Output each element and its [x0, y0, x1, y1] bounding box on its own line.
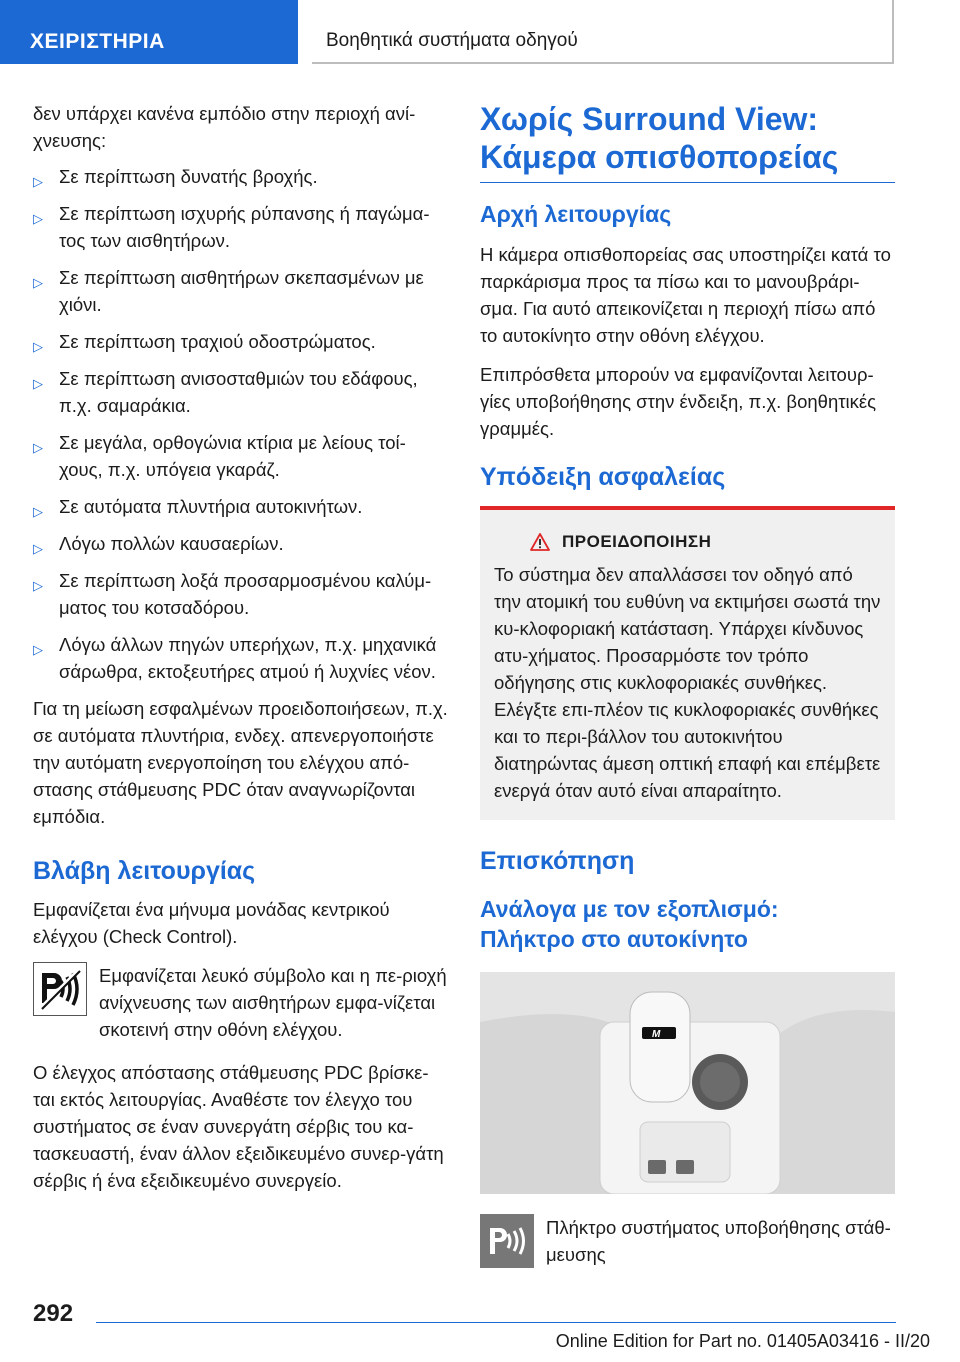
- bullet-triangle-icon: ▷: [33, 339, 43, 354]
- footer-edition: Online Edition for Part no. 01405A03416 - II/20: [555, 1331, 930, 1351]
- list-item: ▷ Σε περίπτωση ισχυρής ρύπανσης ή παγώμα-τος των αισθητήρων.: [33, 203, 430, 251]
- park-assist-button-icon: [480, 1214, 534, 1268]
- safety-heading: Υπόδειξη ασφαλείας: [480, 463, 726, 491]
- principle-paragraph-1: Η κάμερα οπισθοπορείας σας υποστηρίζει κατά το παρκάρισμα προς τα πίσω και το μανουβράρι-σμα. Για αυτό απεικονίζεται η περιοχή πίσω από το αυτοκίνητο στην οθόνη ελέγχου.: [480, 244, 891, 346]
- conditions-list: [33, 163, 449, 685]
- list-item: ▷ Λόγω άλλων πηγών υπερήχων, π.χ. μηχανικά σάρωθρα, εκτοξευτήρες ατμού ή λυχνίες νέον.: [33, 634, 437, 682]
- warning-header: [494, 528, 881, 555]
- overview-heading: Επισκόπηση: [480, 847, 635, 875]
- list-item: ▷ Σε αυτόματα πλυντήρια αυτοκινήτων.: [33, 493, 449, 520]
- left-column: [33, 100, 449, 1206]
- list-item: ▷ Σε μεγάλα, ορθογώνια κτίρια με λείους τοί-χους, π.χ. υπόγεια γκαράζ.: [33, 432, 406, 480]
- equipment-subheading: Ανάλογα με τον εξοπλισμό: Πλήκτρο στο αυτοκίνητο: [480, 896, 779, 952]
- warning-title: ΠΡΟΕΙΔΟΠΟΙΗΣΗ: [562, 532, 712, 551]
- title-rule: [480, 182, 895, 183]
- bullet-triangle-icon: ▷: [33, 541, 43, 556]
- list-item: ▷ Σε περίπτωση δυνατής βροχής.: [33, 163, 449, 190]
- list-item: ▷ Λόγω πολλών καυσαερίων.: [33, 530, 449, 557]
- fault-heading: Βλάβη λειτουργίας: [33, 857, 256, 885]
- page-number: 292: [33, 1300, 74, 1327]
- footer-rule: [96, 1322, 896, 1323]
- bullet-triangle-icon: ▷: [33, 275, 43, 290]
- fault-icon-text: Εμφανίζεται λευκό σύμβολο και η πε-ριοχή ανίχνευσης των αισθητήρων εμφα-νίζεται σκοτεινή στην οθόνη ελέγχου.: [99, 965, 447, 1040]
- fault-paragraph: Εμφανίζεται ένα μήνυμα μονάδας κεντρικού ελέγχου (Check Control).: [33, 899, 390, 947]
- bullet-triangle-icon: ▷: [33, 440, 43, 455]
- photo-m-badge: M: [652, 1029, 661, 1040]
- section-title: Χωρίς Surround View: Κάμερα οπισθοπορείας: [480, 101, 839, 175]
- right-column: [480, 100, 895, 1284]
- list-item: ▷ Σε περίπτωση τραχιού οδοστρώματος.: [33, 328, 449, 355]
- bullet-triangle-icon: ▷: [33, 642, 43, 657]
- fault-icon-row: [33, 962, 449, 1043]
- warning-text: Το σύστημα δεν απαλλάσσει τον οδηγό από την ατομική του ευθύνη να εκτιμήσει σωστά την κυ-κλοφοριακή κατάσταση. Υπάρχει κίνδυνος ατυ-χήματος. Προσαρμόστε τον τρόπο οδήγησης στις κυκλοφοριακές συνθήκες. Ελέγξτε επι-πλέον τις κυκλοφοριακές συνθήκες και το περι-βάλλον του αυτοκινήτου διατηρώντας άμεση οπτική επαφή και επέμβετε ενεργά όταν αυτό είναι απαραίτητο.: [494, 564, 881, 801]
- warning-triangle-icon: [530, 533, 550, 551]
- intro-paragraph: δεν υπάρχει κανένα εμπόδιο στην περιοχή ανί-χνευσης:: [33, 103, 416, 151]
- center-console-photo: [480, 972, 895, 1194]
- header-section-tab: [0, 0, 298, 64]
- caption-row: [480, 1214, 895, 1268]
- header-chapter-box: [312, 0, 894, 64]
- warning-box: [480, 506, 895, 820]
- pdc-fault-icon: [33, 962, 87, 1016]
- header-chapter-label: Βοηθητικά συστήματα οδηγού: [326, 30, 578, 51]
- list-item: ▷ Σε περίπτωση λοξά προσαρμοσμένου καλύμ-ματος του κοτσαδόρου.: [33, 570, 432, 618]
- list-item: ▷ Σε περίπτωση αισθητήρων σκεπασμένων με χιόνι.: [33, 267, 424, 315]
- bullet-triangle-icon: ▷: [33, 376, 43, 391]
- bullet-triangle-icon: ▷: [33, 211, 43, 226]
- final-paragraph: Ο έλεγχος απόστασης στάθμευσης PDC βρίσκε-ται εκτός λειτουργίας. Αναθέστε τον έλεγχο του συστήματος σε έναν συνεργάτη σέρβις του κα-τασκευαστή, έναν άλλον εξειδικευμένο συνερ-γάτη σέρβις ή ένα εξειδικευμένο συνεργείο.: [33, 1062, 444, 1191]
- principle-heading: Αρχή λειτουργίας: [480, 201, 672, 227]
- principle-paragraph-2: Επιπρόσθετα μπορούν να εμφανίζονται λειτουρ-γίες υποβοήθησης στην ένδειξη, π.χ. βοηθητικές γραμμές.: [480, 364, 877, 439]
- bullet-triangle-icon: ▷: [33, 174, 43, 189]
- photo-caption: Πλήκτρο συστήματος υποβοήθησης στάθ-μευσης: [546, 1217, 891, 1265]
- list-item: ▷ Σε περίπτωση ανισοσταθμιών του εδάφους, π.χ. σαμαράκια.: [33, 368, 418, 416]
- header-section-label: ΧΕΙΡΙΣΤΗΡΙΑ: [30, 30, 165, 53]
- bullet-triangle-icon: ▷: [33, 578, 43, 593]
- reduce-warnings-paragraph: Για τη μείωση εσφαλμένων προειδοποιήσεων, π.χ. σε αυτόματα πλυντήρια, ενδεχ. απενεργοποιήστε την αυτόματη ενεργοποίηση του ελέγχου από-στασης στάθμευσης PDC όταν αναγνωρίζονται εμπόδια.: [33, 698, 448, 827]
- bullet-triangle-icon: ▷: [33, 504, 43, 519]
